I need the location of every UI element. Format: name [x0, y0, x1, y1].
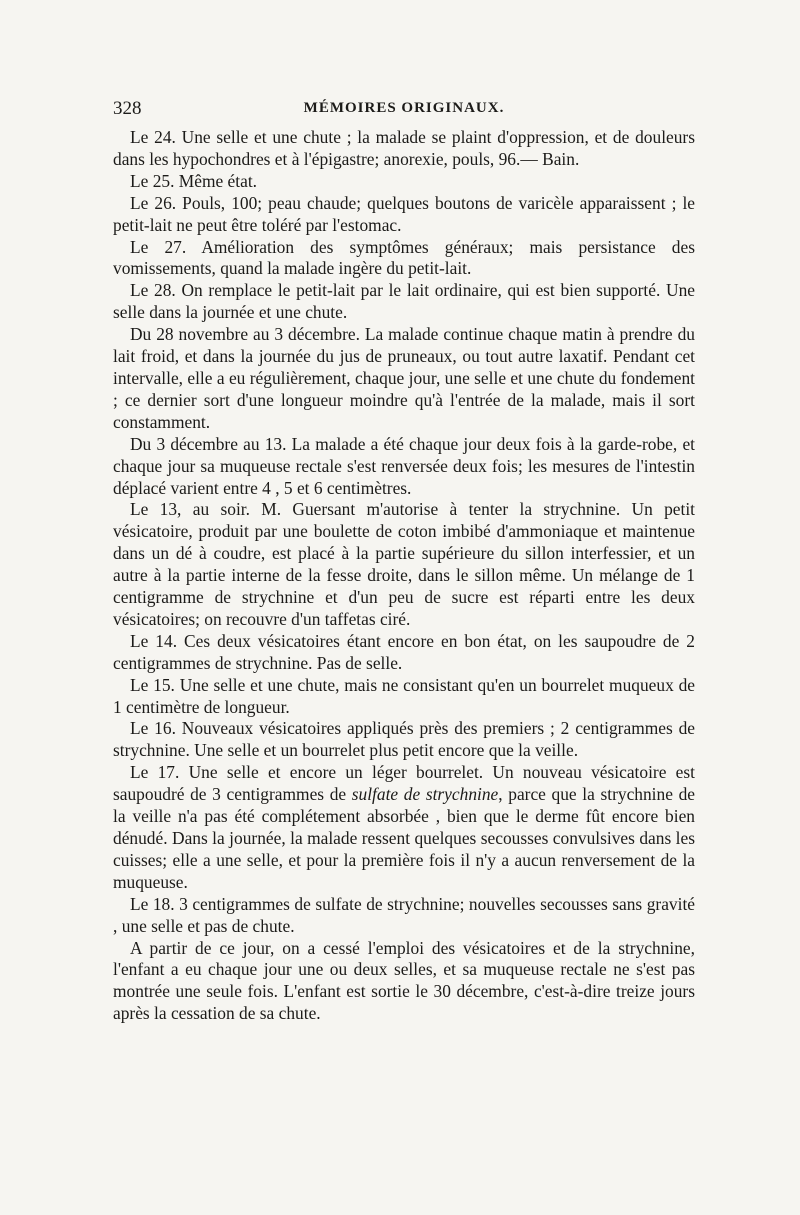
paragraph-17-after: , parce que la strychnine de la veille n'a pas été complétement absorbée , bien que le derme fût encore bien dénudé. Dans la journée, la malade ressent quelques secousses convulsives dans les cuisses; elle a une selle, et pour la première fois il n'y a aucun renversement de la muqueuse. — [113, 784, 695, 892]
paragraph-28: Le 28. On remplace le petit-lait par le lait ordinaire, qui est bien supporté. Une selle dans la journée et une chute. — [113, 280, 695, 323]
page-number: 328 — [113, 98, 142, 119]
page-header — [113, 98, 695, 124]
paragraph-13-evening: Le 13, au soir. M. Guersant m'autorise à tenter la strychnine. Un petit vésicatoire, produit par une boulette de coton imbibé d'ammoniaque et maintenue dans un dé à coudre, est placé à la partie supérieure du sillon interfessier, et un autre à la partie interne de la fesse droite, dans le sillon même. Un mélange de 1 centigramme de strychnine et d'un peu de sucre est réparti entre les deux vésicatoires; on recouvre d'un taffetas ciré. — [113, 499, 695, 629]
running-title: MÉMOIRES ORIGINAUX. — [303, 100, 505, 116]
paragraph-17-before: Le 17. Une selle et encore un léger bourrelet. Un nouveau vésicatoire est saupoudré de 3 centigrammes de — [113, 762, 695, 805]
paragraph-14: Le 14. Ces deux vésicatoires étant encore en bon état, on les saupoudre de 2 centigrammes de strychnine. Pas de selle. — [113, 630, 695, 673]
paragraph-27: Le 27. Amélioration des symptômes généraux; mais persistance des vomissements, quand la malade ingère du petit-lait. — [113, 236, 695, 279]
page-body — [113, 127, 695, 1025]
paragraph-conclusion: A partir de ce jour, on a cessé l'emploi des vésicatoires et de la strychnine, l'enfant a eu chaque jour une ou deux selles, et sa muqueuse rectale ne s'est pas montrée une seule fois. L'enfant est sortie le 30 décembre, c'est-à-dire treize jours après la cessation de sa chute. — [113, 937, 695, 1024]
paragraph-17-italic: sulfate de strychnine — [351, 784, 499, 805]
paragraph-25: Le 25. Même état. — [130, 170, 257, 191]
paragraph-28-nov-3-dec: Du 28 novembre au 3 décembre. La malade continue chaque matin à prendre du lait froid, et dans la journée du jus de pruneaux, ou tout autre laxatif. Pendant cet intervalle, elle a eu régulièrement, chaque jour, une selle et une chute du fondement ; ce dernier sort d'une longueur moindre qu'à l'entrée de la malade, mais il sort constamment. — [113, 324, 695, 432]
paragraph-24: Le 24. Une selle et une chute ; la malade se plaint d'oppression, et de douleurs dans les hypochondres et à l'épigastre; anorexie, pouls, 96.— Bain. — [113, 127, 695, 169]
paragraph-3-13-dec: Du 3 décembre au 13. La malade a été chaque jour deux fois à la garde-robe, et chaque jour sa muqueuse rectale s'est renversée deux fois; les mesures de l'intestin déplacé varient entre 4 , 5 et 6 centimètres. — [113, 433, 695, 498]
paragraph-16: Le 16. Nouveaux vésicatoires appliqués près des premiers ; 2 centigrammes de strychnine. Une selle et un bourrelet plus petit encore que la veille. — [113, 718, 695, 761]
paragraph-17 — [113, 762, 695, 893]
paragraph-18: Le 18. 3 centigrammes de sulfate de strychnine; nouvelles secousses sans gravité , une selle et pas de chute. — [113, 893, 695, 936]
paragraph-15: Le 15. Une selle et une chute, mais ne consistant qu'en un bourrelet muqueux de 1 centimètre de longueur. — [113, 674, 695, 717]
paragraph-26: Le 26. Pouls, 100; peau chaude; quelques boutons de varicèle apparaissent ; le petit-lait ne peut être toléré par l'estomac. — [113, 192, 695, 235]
